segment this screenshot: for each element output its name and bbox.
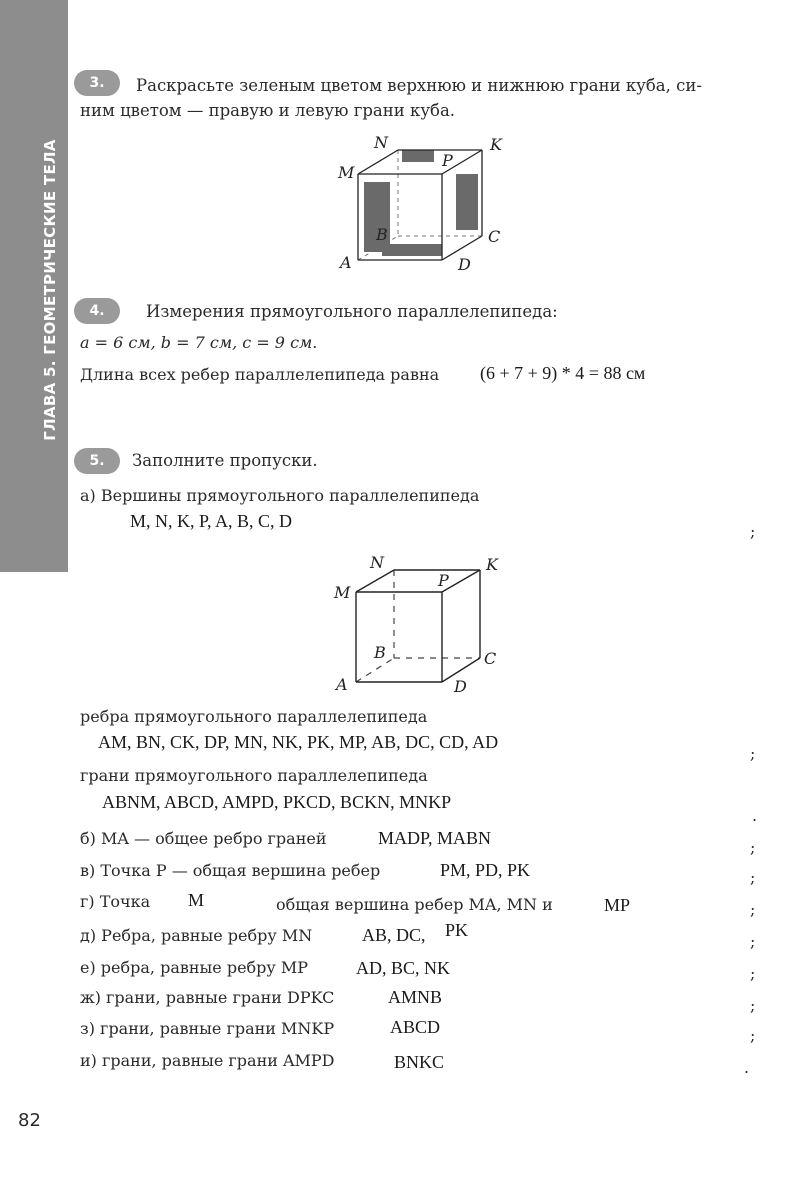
task-4-answer: (6 + 7 + 9) * 4 = 88 см	[480, 363, 646, 383]
task-5d-answer-2: PK	[445, 920, 469, 940]
task-5g-label-1: г) Точка	[80, 892, 151, 911]
task-5a-answer: M, N, K, P, A, B, C, D	[130, 511, 293, 531]
vertex-label-D: D	[458, 255, 471, 274]
task-4-line-3: Длина всех ребер параллелепипеда равна	[80, 365, 440, 384]
task-5d-label: д) Ребра, равные ребру MN	[80, 926, 313, 945]
task-5a-label: а) Вершины прямоугольного параллелепипеда	[80, 486, 480, 505]
semicolon-a: ;	[750, 522, 756, 541]
cube-figure-2	[330, 552, 520, 697]
task-5-title: Заполните пропуски.	[132, 451, 318, 470]
semicolon-v: ;	[750, 868, 756, 887]
task-5i-label: и) грани, равные грани AMPD	[80, 1051, 335, 1070]
task-4-dimensions: a = 6 см, b = 7 см, c = 9 см.	[80, 333, 318, 352]
task-5g-label-2: общая вершина ребер MA, MN и	[276, 895, 553, 914]
chapter-title: ГЛАВА 5. ГЕОМЕТРИЧЕСКИЕ ТЕЛА	[41, 139, 59, 441]
period-faces: .	[752, 806, 758, 825]
faces-label: грани прямоугольного параллелепипеда	[80, 766, 428, 785]
task-5g-answer-2: MP	[604, 895, 631, 915]
vertex-label-M: M	[334, 583, 351, 602]
vertex-label-N: N	[370, 553, 384, 572]
semicolon-zh: ;	[750, 996, 756, 1015]
faces-answer: ABNM, ABCD, AMPD, PKCD, BCKN, MNKP	[102, 792, 452, 812]
vertex-label-D: D	[454, 677, 467, 696]
task-5e-answer: AD, BC, NK	[356, 958, 451, 978]
task-3-line-1: Раскрасьте зеленым цветом верхнюю и нижнюю грани куба, си-	[136, 76, 702, 95]
page-number: 82	[18, 1110, 41, 1131]
period-i: .	[744, 1058, 750, 1077]
task-5b-label: б) MA — общее ребро граней	[80, 829, 327, 848]
vertex-label-C: C	[484, 649, 497, 668]
vertex-label-B: B	[376, 225, 388, 244]
task-5i-answer: BNKC	[394, 1052, 445, 1072]
edges-answer: AM, BN, CK, DP, MN, NK, PK, MP, AB, DC, CD, AD	[98, 732, 499, 752]
semicolon-b: ;	[750, 838, 756, 857]
semicolon-z: ;	[750, 1026, 756, 1045]
vertex-label-A: A	[340, 253, 352, 272]
vertex-label-B: B	[374, 643, 386, 662]
task-5g-answer-1: M	[188, 890, 205, 910]
top-face-shading	[402, 150, 434, 162]
task-5z-answer: ABCD	[390, 1017, 441, 1037]
semicolon-g: ;	[750, 900, 756, 919]
task-5e-label: е) ребра, равные ребру MP	[80, 958, 309, 977]
vertex-label-P: P	[442, 151, 453, 170]
vertex-label-C: C	[488, 227, 501, 246]
task-5z-label: з) грани, равные грани MNKP	[80, 1019, 335, 1038]
task-5d-answer: AB, DC,	[362, 925, 426, 945]
chapter-sidebar	[0, 0, 68, 572]
semicolon-d: ;	[750, 932, 756, 951]
task-5-badge: 5.	[74, 448, 120, 474]
vertex-label-K: K	[490, 135, 502, 154]
task-5v-label: в) Точка P — общая вершина ребер	[80, 861, 381, 880]
vertex-label-M: M	[338, 163, 355, 182]
task-3-badge: 3.	[74, 70, 120, 96]
cube-figure-1	[330, 130, 520, 275]
edges-label: ребра прямоугольного параллелепипеда	[80, 707, 428, 726]
edge-MN	[358, 150, 398, 174]
task-4-badge: 4.	[74, 298, 120, 324]
vertex-label-K: K	[486, 555, 498, 574]
task-3-line-2: ним цветом — правую и левую грани куба.	[80, 101, 456, 120]
task-5zh-label: ж) грани, равные грани DPKC	[80, 988, 335, 1007]
vertex-label-N: N	[374, 133, 388, 152]
task-4-line-1: Измерения прямоугольного параллелепипеда:	[146, 302, 558, 321]
task-5b-answer: MADP, MABN	[378, 828, 492, 848]
task-5zh-answer: AMNB	[388, 987, 443, 1007]
semicolon-edges: ;	[750, 744, 756, 763]
vertex-label-A: A	[336, 675, 348, 694]
task-5v-answer: PM, PD, PK	[440, 860, 531, 880]
semicolon-e: ;	[750, 964, 756, 983]
right-face-shading	[456, 174, 478, 230]
edge-MN	[356, 570, 394, 592]
vertex-label-P: P	[438, 571, 449, 590]
bottom-face-shading	[382, 244, 442, 256]
